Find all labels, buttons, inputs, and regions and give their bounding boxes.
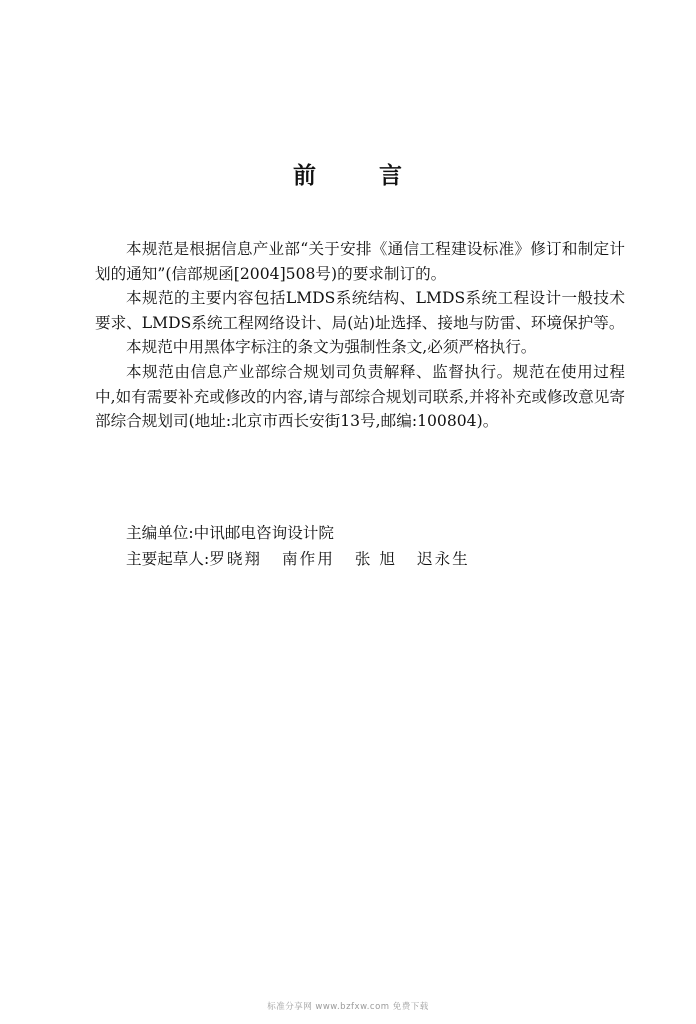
title-char-1: 前 bbox=[293, 162, 317, 189]
page-title bbox=[0, 157, 696, 190]
drafter-name: 张 旭 bbox=[354, 550, 397, 568]
drafter-name: 罗晓翔 bbox=[209, 550, 263, 568]
drafters-label: 主要起草人: bbox=[126, 550, 210, 568]
drafters-line bbox=[126, 546, 490, 572]
paragraph: 本规范中用黑体字标注的条文为强制性条文,必须严格执行。 bbox=[126, 338, 537, 357]
drafter-name: 迟永生 bbox=[416, 550, 470, 568]
credits-block bbox=[126, 520, 490, 572]
editor-line bbox=[126, 520, 490, 546]
editor-value: 中讯邮电咨询设计院 bbox=[193, 524, 334, 542]
watermark-footer: 标准分享网 www.bzfxw.com 免费下载 bbox=[267, 1002, 429, 1012]
preface-body bbox=[95, 237, 625, 434]
editor-label: 主编单位: bbox=[126, 524, 194, 542]
paragraph: 本规范的主要内容包括LMDS系统结构、LMDS系统工程设计一般技术要求、LMDS系统工程网络设计、局(站)址选择、接地与防雷、环境保护等。 bbox=[95, 289, 625, 332]
paragraph: 本规范是根据信息产业部“关于安排《通信工程建设标准》修订和制定计划的通知”(信部规函[2004]508号)的要求制订的。 bbox=[95, 240, 625, 283]
drafter-name: 南作用 bbox=[282, 550, 335, 568]
paragraph: 本规范由信息产业部综合规划司负责解释、监督执行。规范在使用过程中,如有需要补充或修改的内容,请与部综合规划司联系,并将补充或修改意见寄部综合规划司(地址:北京市西长安街13号,邮编:100804)。 bbox=[95, 362, 625, 431]
title-char-2: 言 bbox=[379, 162, 403, 189]
